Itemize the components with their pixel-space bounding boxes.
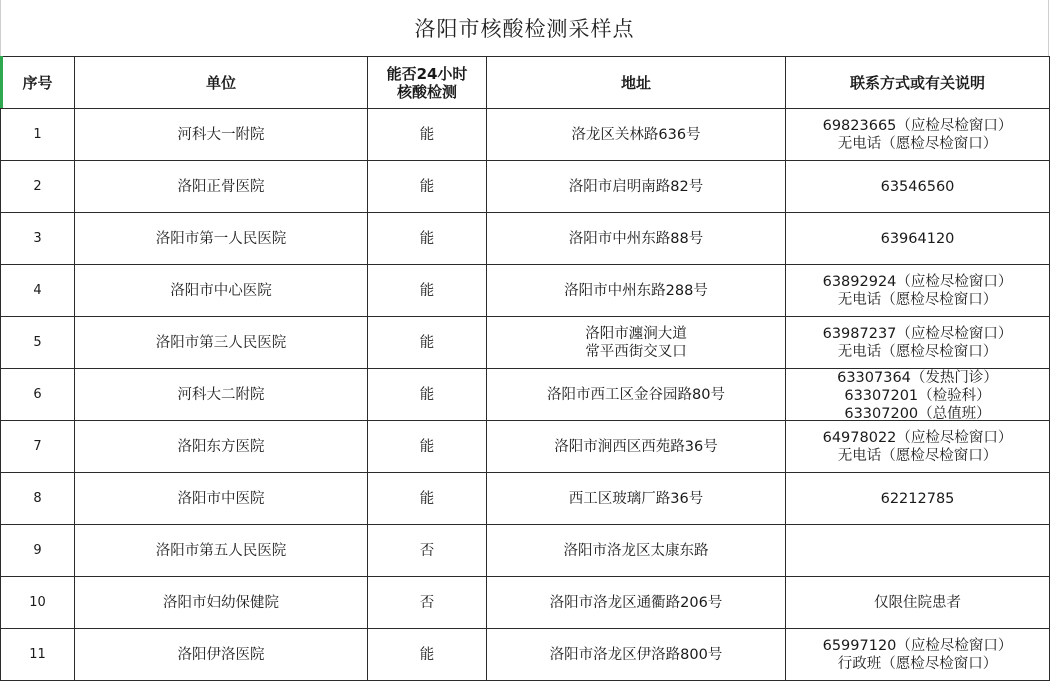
cell-unit[interactable]: 洛阳市第五人民医院: [75, 525, 368, 577]
cell-24h[interactable]: 否: [368, 525, 487, 577]
contact-line: 63964120: [880, 230, 955, 247]
cell-contact[interactable]: [786, 265, 1050, 317]
header-24h: [368, 57, 487, 109]
address-line: 洛阳市瀍涧大道: [585, 325, 687, 342]
cell-index[interactable]: 1: [1, 109, 75, 161]
cell-contact[interactable]: [786, 161, 1050, 213]
cell-address[interactable]: [487, 317, 786, 369]
address-line: 常平西街交叉口: [585, 343, 687, 360]
cell-index[interactable]: 2: [1, 161, 75, 213]
table-body: [1, 109, 1050, 681]
selected-cell-indicator: [0, 56, 3, 108]
table-row: [1, 213, 1050, 265]
contact-line: 无电话（愿检尽检窗口）: [837, 343, 998, 360]
sheet-title: 洛阳市核酸检测采样点: [0, 0, 1049, 56]
header-index: 序号: [1, 57, 75, 109]
cell-contact[interactable]: [786, 577, 1050, 629]
cell-contact[interactable]: [786, 629, 1050, 681]
cell-unit[interactable]: 洛阳市第一人民医院: [75, 213, 368, 265]
table-row: [1, 265, 1050, 317]
contact-overflow-wrap: [786, 369, 1049, 420]
cell-index[interactable]: 4: [1, 265, 75, 317]
header-24h-line1: 能否24小时: [386, 64, 468, 83]
header-24h-line2: 核酸检测: [396, 82, 457, 101]
contact-line: 63987237（应检尽检窗口）: [822, 325, 1013, 342]
cell-address[interactable]: [487, 629, 786, 681]
cell-address[interactable]: [487, 421, 786, 473]
contact-line: 无电话（愿检尽检窗口）: [837, 291, 998, 308]
cell-contact[interactable]: [786, 369, 1050, 421]
cell-index[interactable]: 6: [1, 369, 75, 421]
cell-address[interactable]: [487, 577, 786, 629]
cell-index[interactable]: 9: [1, 525, 75, 577]
cell-24h[interactable]: 能: [368, 369, 487, 421]
cell-index[interactable]: 10: [1, 577, 75, 629]
cell-address[interactable]: [487, 525, 786, 577]
table-row: [1, 317, 1050, 369]
cell-24h[interactable]: 能: [368, 421, 487, 473]
cell-unit[interactable]: 洛阳市第三人民医院: [75, 317, 368, 369]
contact-line: 69823665（应检尽检窗口）: [822, 117, 1013, 134]
contact-line: 64978022（应检尽检窗口）: [822, 429, 1013, 446]
cell-address[interactable]: [487, 109, 786, 161]
address-line: 洛阳市中州东路288号: [564, 282, 708, 299]
contact-line: 63307364（发热门诊）: [837, 370, 998, 386]
cell-24h[interactable]: 能: [368, 629, 487, 681]
cell-24h[interactable]: 否: [368, 577, 487, 629]
cell-contact[interactable]: [786, 109, 1050, 161]
table-row: [1, 109, 1050, 161]
cell-contact[interactable]: [786, 473, 1050, 525]
contact-line: 62212785: [880, 490, 955, 507]
table-header-row: [1, 57, 1050, 109]
header-contact: 联系方式或有关说明: [786, 57, 1050, 109]
cell-unit[interactable]: 河科大一附院: [75, 109, 368, 161]
table-row: [1, 577, 1050, 629]
cell-index[interactable]: 8: [1, 473, 75, 525]
contact-line: 仅限住院患者: [874, 594, 961, 611]
address-line: 洛阳市启明南路82号: [568, 178, 704, 195]
cell-address[interactable]: [487, 265, 786, 317]
cell-index[interactable]: 3: [1, 213, 75, 265]
address-line: 洛阳市西工区金谷园路80号: [547, 386, 725, 403]
cell-24h[interactable]: 能: [368, 213, 487, 265]
cell-contact[interactable]: [786, 213, 1050, 265]
cell-24h[interactable]: 能: [368, 161, 487, 213]
address-line: 洛阳市中州东路88号: [568, 230, 704, 247]
contact-line: 65997120（应检尽检窗口）: [822, 637, 1013, 654]
cell-24h[interactable]: 能: [368, 109, 487, 161]
cell-address[interactable]: [487, 213, 786, 265]
contact-line: 无电话（愿检尽检窗口）: [837, 447, 998, 464]
cell-unit[interactable]: 洛阳市中心医院: [75, 265, 368, 317]
cell-contact[interactable]: [786, 421, 1050, 473]
cell-unit[interactable]: 洛阳市中医院: [75, 473, 368, 525]
table-row: [1, 473, 1050, 525]
contact-line: 63307200（总值班）: [844, 406, 991, 420]
cell-unit[interactable]: 洛阳伊洛医院: [75, 629, 368, 681]
address-line: 洛阳市洛龙区伊洛路800号: [549, 646, 723, 663]
address-line: 西工区玻璃厂路36号: [568, 490, 704, 507]
cell-index[interactable]: 7: [1, 421, 75, 473]
cell-address[interactable]: [487, 369, 786, 421]
cell-index[interactable]: 5: [1, 317, 75, 369]
cell-24h[interactable]: 能: [368, 473, 487, 525]
contact-line: 63307201（检验科）: [844, 388, 991, 404]
table-row: [1, 421, 1050, 473]
cell-address[interactable]: [487, 473, 786, 525]
cell-unit[interactable]: 洛阳市妇幼保健院: [75, 577, 368, 629]
address-line: 洛龙区关林路636号: [571, 126, 701, 143]
table-row: [1, 161, 1050, 213]
cell-index[interactable]: 11: [1, 629, 75, 681]
table-row: [1, 629, 1050, 681]
contact-line: 无电话（愿检尽检窗口）: [837, 135, 998, 152]
cell-unit[interactable]: 河科大二附院: [75, 369, 368, 421]
address-line: 洛阳市洛龙区太康东路: [563, 542, 709, 559]
contact-line: 63546560: [880, 178, 955, 195]
cell-unit[interactable]: 洛阳正骨医院: [75, 161, 368, 213]
cell-contact[interactable]: [786, 525, 1050, 577]
sampling-sites-table: [0, 56, 1050, 681]
address-line: 洛阳市洛龙区通衢路206号: [549, 594, 723, 611]
cell-address[interactable]: [487, 161, 786, 213]
table-row: [1, 369, 1050, 421]
contact-line: 63892924（应检尽检窗口）: [822, 273, 1013, 290]
header-unit: 单位: [75, 57, 368, 109]
header-address: 地址: [487, 57, 786, 109]
address-line: 洛阳市涧西区西苑路36号: [554, 438, 718, 455]
cell-24h[interactable]: 能: [368, 317, 487, 369]
cell-24h[interactable]: 能: [368, 265, 487, 317]
cell-contact[interactable]: [786, 317, 1050, 369]
contact-line: 行政班（愿检尽检窗口）: [837, 655, 998, 672]
cell-unit[interactable]: 洛阳东方医院: [75, 421, 368, 473]
table-row: [1, 525, 1050, 577]
